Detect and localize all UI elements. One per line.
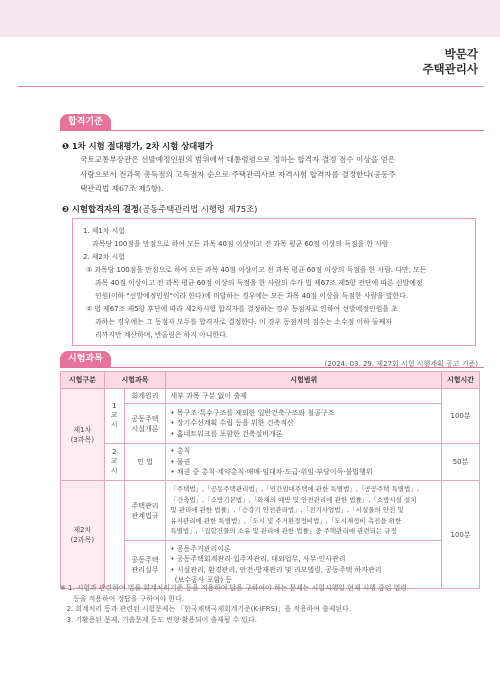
subject-name: 공동주택 시설개론 (124, 404, 166, 444)
scope-cell: • 공동주거관리이론 • 공동주택회계관리·입주자관리, 대외업무, 사무·인사관리 • 시설관리, 환경관리, 안전·방재관리 및 리모델링, 공동주택 하자관리 (보수공사 포함) 등 (166, 541, 442, 589)
criteria-item2-title: ❷ 시험합격자의 결정(공동주택관리법 시행령 제75조) (62, 204, 258, 214)
table-row (61, 481, 480, 541)
subject-name: 민 법 (124, 444, 166, 481)
book-title: 주택관리사 (422, 62, 478, 76)
box-line: 리까지만 계산하며, 반올림은 하지 아니한다. (95, 331, 228, 339)
section-tab-criteria: 합격기준 (60, 114, 111, 130)
footnote: 3. 기활용된 문제, 기출문제 등도 변형·활용되어 출제될 수 있다. (60, 615, 257, 624)
header-subject: 시험과목 (104, 372, 166, 389)
box-line: 2. 제2차 시험 (83, 253, 125, 261)
scope-cell: • 총칙 • 물권 • 채권 중 총칙·계약총칙·매매·임대차·도급·위임·부당이득·불법행위 (166, 444, 442, 481)
box-line: ① 과목당 100점을 만점으로 하여 모든 과목 40점 이상이고 전 과목 평균 60점 이상의 득점을 한 사람. 다만, 모든 (86, 266, 427, 274)
scope-cell: • 목구조·특수구조를 제외한 일반건축구조와 철골구조 • 장기수선계획 수립 등을 위한 건축적산 • 홈네트워크를 포함한 건축설비개론 (166, 404, 442, 444)
pass-criteria-box (72, 218, 476, 346)
box-line: 과목당 100점을 만점으로 하여 모든 과목 40점 이상이고 전 과목 평균 60점 이상의 득점을 한 사람 (92, 240, 389, 248)
criteria-item1-title: ❶ 1차 시험 절대평가, 2차 시험 상대평가 (62, 141, 214, 151)
table-row (61, 404, 480, 444)
criteria-item1-text: 국토교통부장관은 선발예정인원의 범위에서 대통령령으로 정하는 합격자 결정 점수 이상을 얻은 사람으로서 전과목 총득점의 고득점자 순으로 주택관리사보 자격시험 합격자를 결정한다(공동주 택관리법 제67조 제5항). (80, 155, 396, 193)
box-line: 과목 40점 이상이고 전 과목 평균 60점 이상의 득점을 한 사람의 수가 법 제67조 제5항 전단에 따른 선발예정 (95, 279, 423, 287)
table-row (61, 541, 480, 589)
publisher-name: 박문각 (444, 47, 478, 61)
top-color-bar (0, 0, 500, 37)
scope-cell: 「주택법」,「공동주택관리법」,「민간임대주택에 관한 특별법」,「공공주택 특별법」, 「건축법」,「소방기본법」,「화재의 예방 및 안전관리에 관한 법률」,「소방시설 설치 및 관리에 관한 법률」,「승강기 안전관리법」,「전기사업법」,「시설물의 안전 및 유지관리에 관한 특별법」,「도시 및 주거환경정비법」,「도시재정비 촉진을 위한 특별법」,「집합건물의 소유 및 관리에 관한 법률」중 주택관리에 관련되는 규정 (166, 481, 442, 541)
box-line: ② 법 제67조 제5항 후단에 따라 제2차시험 합격자를 결정하는 경우 동점자로 인하여 선발예정인원을 초 (86, 305, 398, 313)
exam-subjects-table (60, 371, 480, 589)
footnote: 등을 적용하여 정답을 구하여야 한다. (60, 594, 184, 603)
box-line: 1. 제1차 시험 (83, 227, 125, 235)
exam2-label: 제2차 (2과목) (61, 481, 105, 589)
table-row (61, 444, 480, 481)
exam1-label: 제1차 (3과목) (61, 389, 105, 481)
subject-name: 공동주택 관리실무 (124, 541, 166, 589)
header-divider (18, 86, 484, 87)
header-scope: 시험범위 (166, 372, 442, 389)
subject-name: 주택관리 관계법규 (124, 481, 166, 541)
section-tab-subjects: 시험과목 (60, 351, 111, 367)
empty-period-cell (104, 481, 124, 589)
table-row (61, 389, 480, 404)
footnote: ※ 1. 시험과 관련하여 법률·회계처리기준 등을 적용하여 답을 구하여야 하는 문제는 시험시행일 현재 시행 중인 법령 (60, 584, 407, 592)
table-header-row (61, 372, 480, 389)
footnotes (60, 583, 407, 625)
box-line: 인원(이하 "선발예정인원"이라 한다)에 미달하는 경우에는 모든 과목 40점 이상을 득점한 사람을 말한다. (95, 292, 409, 300)
time-cell: 100분 (442, 481, 480, 589)
announcement-date-note: (2024. 03. 29. 제27회 시험 시행계획 공고 기준) (324, 360, 478, 368)
section-rule (60, 130, 484, 131)
book-header (422, 47, 478, 77)
subject-name: 회계원리 (124, 389, 166, 404)
time-cell: 50분 (442, 444, 480, 481)
period-1: 1교시 (104, 389, 124, 444)
period-2: 2교시 (104, 444, 124, 481)
scope-cell: 세부 과목 구분 없이 출제 (166, 389, 442, 404)
footnote: 2. 회계처리 등과 관련된 시험문제는 「한국채택국제회계기준(K-IFRS)」을 적용하여 출제된다. (60, 605, 351, 613)
header-time: 시험시간 (442, 372, 480, 389)
header-exam-type: 시험구분 (61, 372, 105, 389)
box-line: 과하는 경우에는 그 동점자 모두를 합격자로 결정한다. 이 경우 동점자의 점수는 소수점 이하 둘째자 (95, 318, 392, 326)
time-cell: 100분 (442, 389, 480, 444)
